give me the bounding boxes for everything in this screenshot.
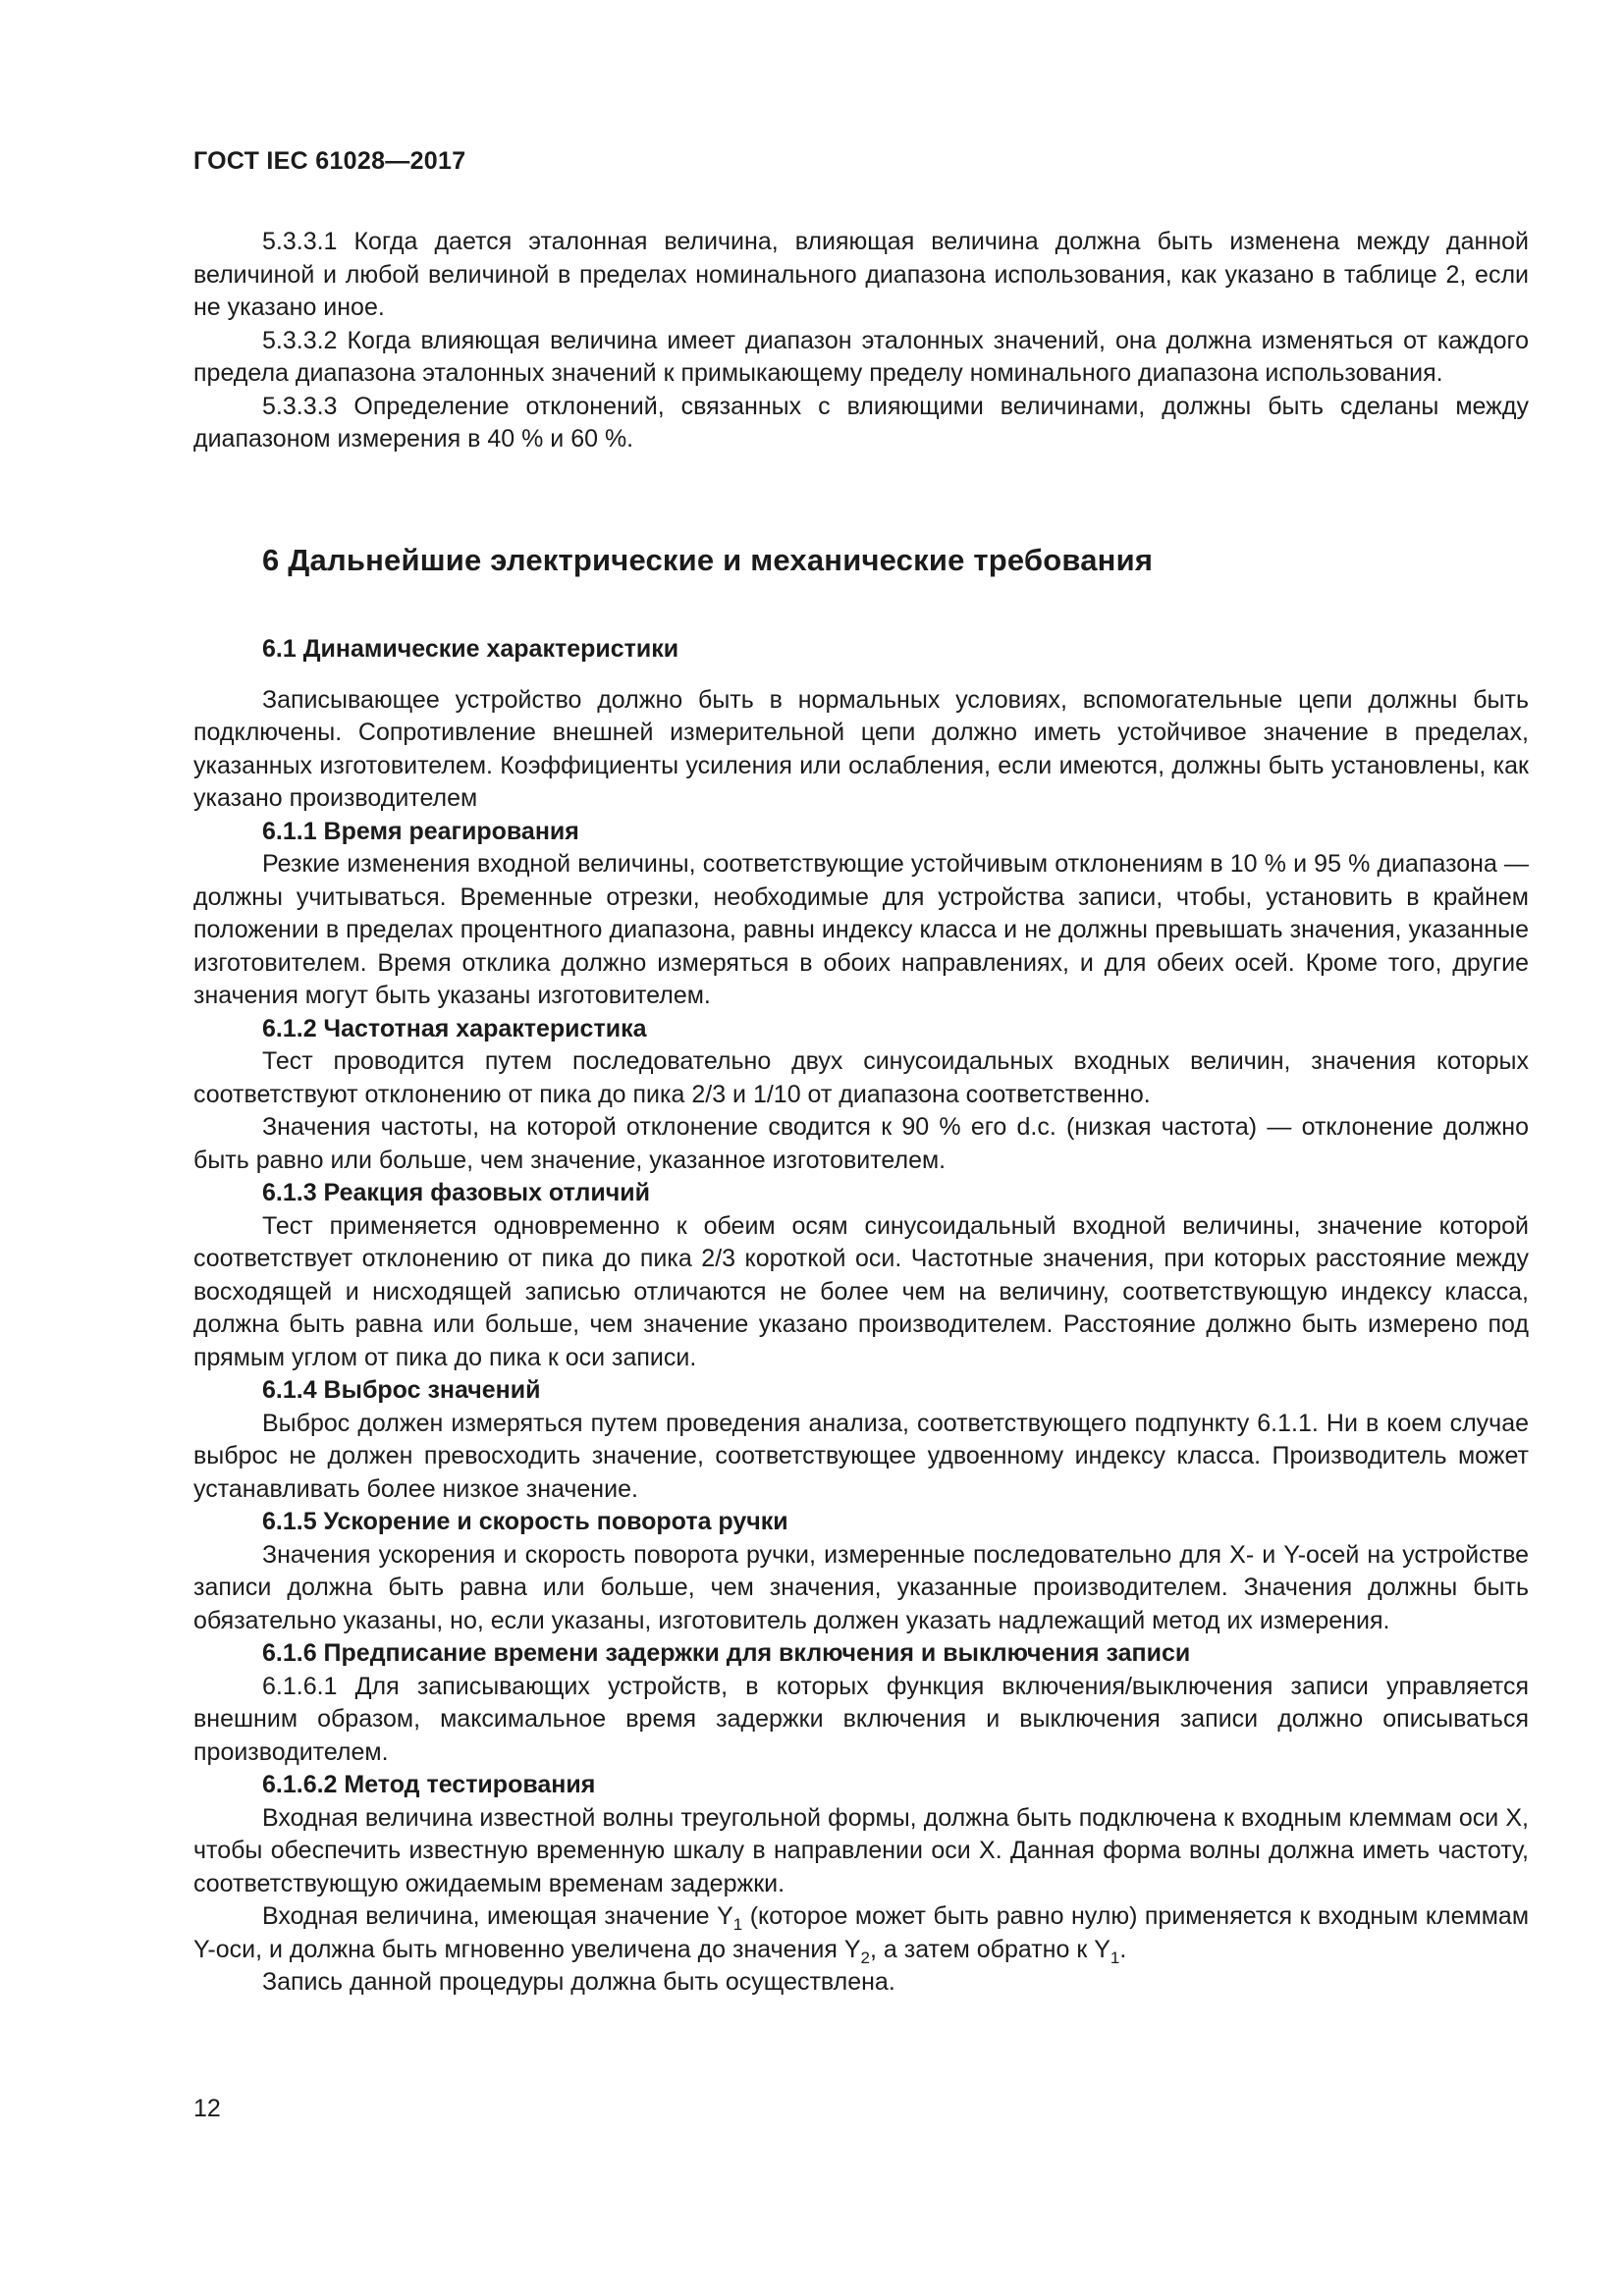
subsection-6-1-6-title: 6.1.6 Предписание времени задержки для включения и выключения записи (262, 1639, 1191, 1667)
subsection-6-1-3-title: 6.1.3 Реакция фазовых отличий (262, 1179, 650, 1206)
subsection-6-1-6-2-text-2 (193, 1900, 1529, 1966)
paragraph-5-3-3-1: 5.3.3.1 Когда дается эталонная величина, влияющая величина должна быть изменена между данной величиной и любой величиной в пределах номинального диапазона использования, как указано в таблице 2, если не указано иное. (193, 228, 1529, 321)
section-6-title: 6 Дальнейшие электрические и механические требования (262, 543, 1154, 577)
text-run: , а затем обратно к Y (869, 1935, 1110, 1963)
subsection-6-1-6-2-title: 6.1.6.2 Метод тестирования (262, 1771, 596, 1798)
subscript: 1 (1110, 1948, 1120, 1967)
paragraph-5-3-3-3: 5.3.3.3 Определение отклонений, связанных с влияющими величинами, должны быть сделаны между диапазоном измерения в 40 % и 60 %. (193, 392, 1529, 453)
page-number: 12 (193, 2095, 221, 2122)
subsection-6-1-2-title: 6.1.2 Частотная характеристика (262, 1014, 647, 1042)
document-header: ГОСТ IEC 61028—2017 (193, 147, 466, 175)
subsection-6-1-2-text-1: Тест проводится путем последовательно двух синусоидальных входных величин, значения которых соответствуют отклонению от пика до пика 2/3 и 1/10 от диапазона соответственно. (193, 1047, 1529, 1108)
subscript: 1 (732, 1915, 743, 1934)
subsection-6-1-4-text: Выброс должен измеряться путем проведения анализа, соответствующего подпункту 6.1.1. Ни в коем случае выброс не должен превосходить значение, соответствующее удвоенному индексу класса. Производитель может устанавливать более низкое значение. (193, 1409, 1529, 1503)
subsection-6-1-text: Записывающее устройство должно быть в нормальных условиях, вспомогательные цепи должны быть подключены. Сопротивление внешней измерительной цепи должно иметь устойчивое значение в пределах, указанных изготовителем. Коэффициенты усиления или ослабления, если имеются, должны быть установлены, как указано производителем (193, 685, 1529, 812)
text-run: (которое может быть равно нулю) применяется к входным клеммам Y-оси, и должна быть мгновенно увеличена до значения Y (193, 1902, 1530, 1963)
subsection-6-1-1-text: Резкие изменения входной величины, соответствующие устойчивым отклонениям в 10 % и 95 % диапазона — должны учитываться. Временные отрезки, необходимые для устройства записи, чтобы, установить в крайнем положении в пределах процентного диапазона, равны индексу класса и не должны превышать значения, указанные изготовителем. Время отклика должно измеряться в обоих направлениях, и для обеих осей. Кроме того, другие значения могут быть указаны изготовителем. (193, 850, 1529, 1009)
subsection-6-1-2-text-2: Значения частоты, на которой отклонение сводится к 90 % его d.c. (низкая частота) — отклонение должно быть равно или больше, чем значение, указанное изготовителем. (193, 1113, 1529, 1174)
subsection-6-1-4-title: 6.1.4 Выброс значений (262, 1376, 541, 1404)
subsection-6-1-6-1-text: 6.1.6.1 Для записывающих устройств, в которых функция включения/выключения записи управляется внешним образом, максимальное время задержки включения и выключения записи должно описываться производителем. (193, 1672, 1529, 1766)
subsection-6-1-6-2-text-3: Запись данной процедуры должна быть осуществлена. (262, 1968, 895, 1996)
subscript: 2 (860, 1948, 870, 1967)
text-run: . (1119, 1935, 1127, 1963)
paragraph-5-3-3-2: 5.3.3.2 Когда влияющая величина имеет диапазон эталонных значений, она должна изменяться от каждого предела диапазона эталонных значений к примыкающему пределу номинального диапазона использования. (193, 326, 1529, 387)
subsection-6-1-6-2-text-1: Входная величина известной волны треугольной формы, должна быть подключена к входным клеммам оси X, чтобы обеспечить известную временную шкалу в направлении оси X. Данная форма волны должна иметь частоту, соответствующую ожидаемым временам задержки. (193, 1803, 1529, 1897)
section-6-body (193, 633, 1529, 2000)
subsection-6-1-3-text: Тест применяется одновременно к обеим осям синусоидальный входной величины, значение которой соответствует отклонению от пика до пика 2/3 короткой оси. Частотные значения, при которых расстояние между восходящей и нисходящей записью отличаются не более чем на величину, соответствующую индексу класса, должна быть равна или больше, чем значение указано производителем. Расстояние должно быть измерено под прямым углом от пика до пика к оси записи. (193, 1211, 1529, 1371)
text-run: Входная величина, имеющая значение Y (262, 1902, 733, 1930)
clause-5-3-3 (193, 226, 1529, 456)
subsection-6-1-5-title: 6.1.5 Ускорение и скорость поворота ручки (262, 1508, 788, 1535)
subsection-6-1-title: 6.1 Динамические характеристики (262, 635, 679, 663)
subsection-6-1-5-text: Значения ускорения и скорость поворота ручки, измеренные последовательно для X- и Y-осей на устройстве записи должна быть равна или больше, чем значения, указанные производителем. Значения должны быть обязательно указаны, но, если указаны, изготовитель должен указать надлежащий метод их измерения. (193, 1540, 1529, 1634)
subsection-6-1-1-title: 6.1.1 Время реагирования (262, 817, 579, 845)
